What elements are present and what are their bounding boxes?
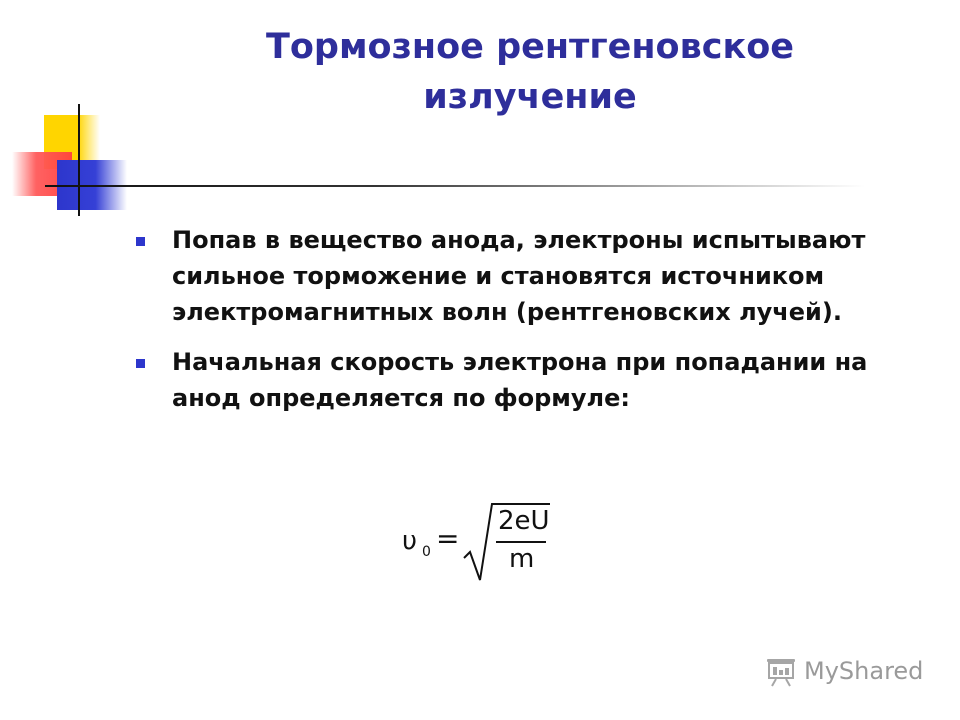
slide-title: Тормозное рентгеновское излучение — [265, 27, 795, 117]
bullet-text: Начальная скорость электрона при попадании на анод определяется по формуле: — [172, 348, 868, 412]
watermark — [764, 654, 934, 690]
square-bullet-icon — [136, 359, 145, 368]
square-bullet-icon — [136, 237, 145, 246]
bullet-item — [132, 344, 872, 416]
velocity-formula — [400, 502, 560, 584]
bullet-list — [132, 222, 872, 430]
corner-decoration — [0, 100, 200, 220]
formula-lhs: υ — [402, 526, 418, 556]
title-underline — [45, 185, 865, 187]
formula-numerator: 2eU — [498, 506, 550, 536]
decoration-vertical-line — [78, 104, 80, 216]
bullet-text: Попав в вещество анода, электроны испытывают сильное торможение и становятся источником электромагнитных волн (рентгеновских лучей). — [172, 226, 866, 326]
formula-equals: = — [436, 522, 460, 555]
formula-denominator: m — [509, 544, 535, 574]
square-root — [462, 502, 552, 584]
bullet-item — [132, 222, 872, 330]
watermark-text: MyShared — [804, 657, 924, 685]
projector-screen-icon — [764, 657, 798, 687]
formula-subscript: 0 — [422, 544, 431, 560]
